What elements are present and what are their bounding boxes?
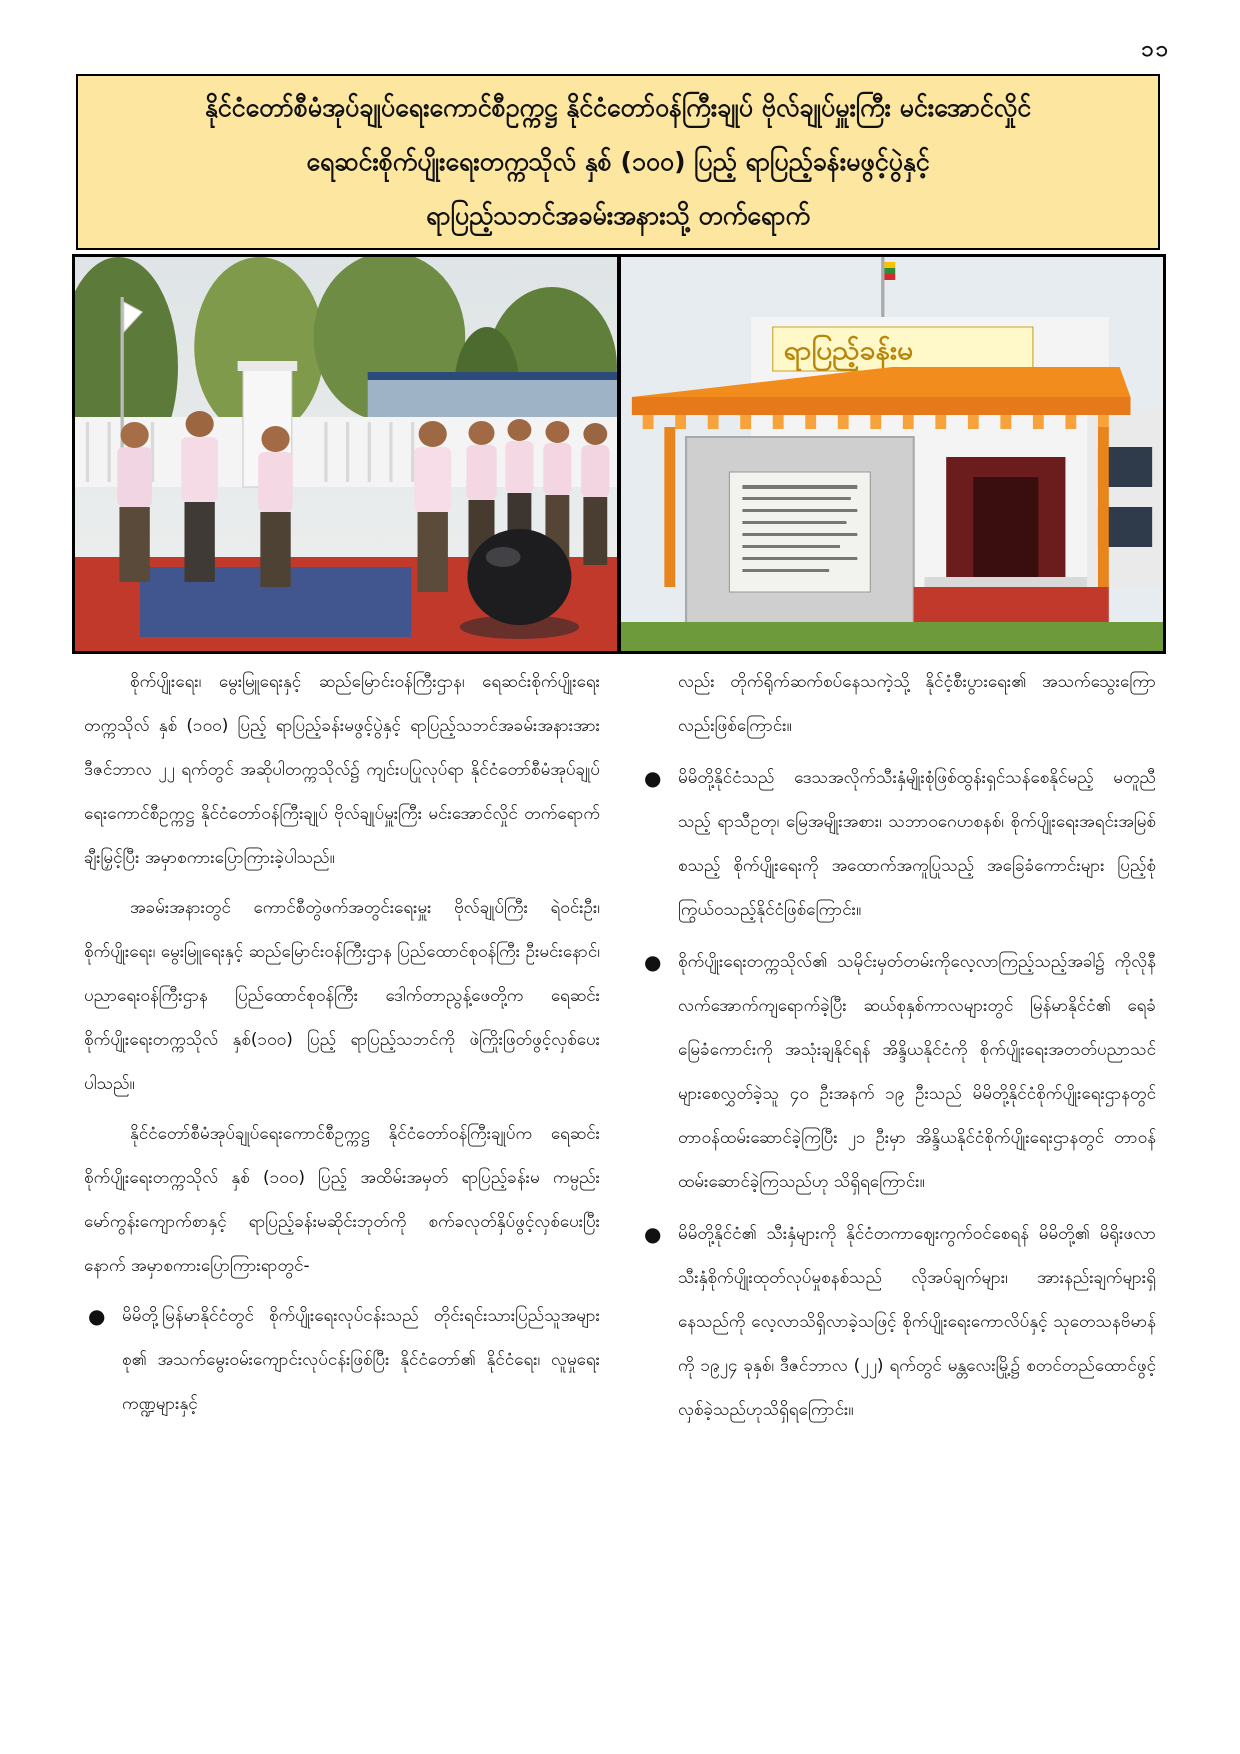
paragraph-3: နိုင်ငံတော်စီမံအုပ်ချုပ်ရေးကောင်စီဥက္ကဋ္ဌ နိုင်ငံတော်ဝန်ကြီးချုပ်က ရေဆင်းစိုက်ပျိုးရေးတက္ကသိုလ် နှစ် (၁၀၀) ပြည့် အထိမ်းအမှတ် ရာပြည့်ခန်းမ ကမ္ပည်းမော်ကွန်းကျောက်စာနှင့် ရာပြည့်ခန်းမဆိုင်းဘုတ်ကို စက်ခလုတ်နှိပ်ဖွင့်လှစ်ပေးပြီးနောက် အမှာစကားပြောကြားရာတွင်- bbox=[84, 1124, 600, 1276]
paragraph-1: စိုက်ပျိုးရေး၊ မွေးမြူရေးနှင့် ဆည်မြောင်းဝန်ကြီးဌာန၊ ရေဆင်းစိုက်ပျိုးရေးတက္ကသိုလ် နှစ် (၁၀၀) ပြည့် ရာပြည့်ခန်းမဖွင့်ပွဲနှင့် ရာပြည့်သဘင်အခမ်းအနားအား ဒီဇင်ဘာလ ၂၂ ရက်တွင် အဆိုပါတက္ကသိုလ်၌ ကျင်းပပြုလုပ်ရာ နိုင်ငံတော်စီမံအုပ်ချုပ်ရေးကောင်စီဥက္ကဋ္ဌ နိုင်ငံတော်ဝန်ကြီးချုပ် ဗိုလ်ချုပ်မှူးကြီး မင်းအောင်လှိုင် တက်ရောက်ချီးမြှင့်ပြီး အမှာစကားပြောကြားခဲ့ပါသည်။ bbox=[84, 672, 600, 868]
paragraph-2: အခမ်းအနားတွင် ကောင်စီတွဲဖက်အတွင်းရေးမှူး ဗိုလ်ချုပ်ကြီး ရဲဝင်းဦး၊ စိုက်ပျိုးရေး၊ မွေးမြူရေးနှင့် ဆည်မြောင်းဝန်ကြီးဌာန ပြည်ထောင်စုဝန်ကြီး ဦးမင်းနောင်၊ ပညာရေးဝန်ကြီးဌာန ပြည်ထောင်စုဝန်ကြီး ဒေါက်တာညွန့်ဖေတို့က ရေဆင်းစိုက်ပျိုးရေးတက္ကသိုလ် နှစ်(၁၀၀) ပြည့် ရာပြည့်သဘင်ကို ဖဲကြိုးဖြတ်ဖွင့်လှစ်ပေးပါသည်။ bbox=[84, 898, 600, 1094]
headline-line-2: ရေဆင်းစိုက်ပျိုးရေးတက္ကသိုလ် နှစ် (၁၀၀) ပြည့် ရာပြည့်ခန်းမဖွင့်ပွဲနှင့် bbox=[306, 147, 930, 176]
article-body bbox=[84, 660, 1156, 1730]
left-column bbox=[84, 660, 600, 1730]
headline-box bbox=[76, 74, 1160, 250]
headline-line-1: နိုင်ငံတော်စီမံအုပ်ချုပ်ရေးကောင်စီဥက္ကဋ္ဌ နိုင်ငံတော်ဝန်ကြီးချုပ် ဗိုလ်ချုပ်မှူးကြီး မင်းအောင်လှိုင် bbox=[204, 93, 1032, 122]
bullet-item-3-text: စိုက်ပျိုးရေးတက္ကသိုလ်၏ သမိုင်းမှတ်တမ်းကိုလေ့လာကြည့်သည့်အခါ၌ ကိုလိုနီလက်အောက်ကျရောက်ခဲ့ပြီး ဆယ်စုနှစ်ကာလများတွင် မြန်မာနိုင်ငံ၏ ရေခံမြေခံကောင်းကို အသုံးချနိုင်ရန် အိန္ဒိယနိုင်ငံကို စိုက်ပျိုးရေးအတတ်ပညာသင်များစေလွှတ်ခဲ့သူ ၄၀ ဦးအနက် ၁၉ ဦးသည် မိမိတို့နိုင်ငံစိုက်ပျိုးရေးဌာနတွင် တာဝန်ထမ်းဆောင်ခဲ့ကြပြီး ၂၁ ဦးမှာ အိန္ဒိယနိုင်ငံစိုက်ပျိုးရေးဌာနတွင် တာဝန်ထမ်းဆောင်ခဲ့ကြသည်ဟု သိရှိရကြောင်း။ bbox=[678, 952, 1156, 1192]
headline-line-3: ရာပြည့်သဘင်အခမ်းအနားသို့ တက်ရောက် bbox=[426, 201, 810, 230]
bullet-dot-icon: ● bbox=[88, 1304, 106, 1328]
photo-strip bbox=[72, 254, 1166, 654]
bullet-dot-icon: ● bbox=[644, 950, 662, 974]
bullet-item-2 bbox=[640, 756, 1156, 932]
right-column bbox=[640, 660, 1156, 1730]
photo-centenary-hall bbox=[621, 257, 1163, 651]
bullet-item-2-text: မိမိတို့နိုင်ငံသည် ဒေသအလိုက်သီးနှံမျိုးစုံဖြစ်ထွန်းရှင်သန်စေနိုင်မည့် မတူညီသည့် ရာသီဥတု၊ မြေအမျိုးအစား၊ သဘာဝဂေဟစနစ်၊ စိုက်ပျိုးရေးအရင်းအမြစ် စသည့် စိုက်ပျိုးရေးကို အထောက်အကူပြုသည့် အခြေခံကောင်းများ ပြည့်စုံကြွယ်ဝသည့်နိုင်ငံဖြစ်ကြောင်း။ bbox=[678, 768, 1156, 920]
page-number: ၁၁ bbox=[1141, 37, 1170, 62]
ceremony-photo-illustration bbox=[75, 257, 617, 651]
bullet-item-4 bbox=[640, 1212, 1156, 1432]
bullet-item-1 bbox=[84, 1294, 600, 1426]
hall-sign-text: ရာပြည့်ခန်းမ bbox=[783, 335, 914, 366]
bullet-item-1-text: မိမိတို့မြန်မာနိုင်ငံတွင် စိုက်ပျိုးရေးလုပ်ငန်းသည် တိုင်းရင်းသားပြည်သူအများစု၏ အသက်မွေးဝမ်းကျောင်းလုပ်ငန်းဖြစ်ပြီး နိုင်ငံတော်၏ နိုင်ငံရေး၊ လူမှုရေးကဏ္ဍများနှင့် bbox=[122, 1306, 600, 1414]
bullet-item-1-continuation: လည်း တိုက်ရိုက်ဆက်စပ်နေသကဲ့သို့ နိုင်ငံ့စီးပွားရေး၏ အသက်သွေးကြောလည်းဖြစ်ကြောင်း။ bbox=[678, 672, 1156, 736]
hall-photo-illustration bbox=[621, 257, 1163, 651]
bullet-dot-icon: ● bbox=[644, 1222, 662, 1246]
photo-ceremony-officials bbox=[75, 257, 617, 651]
bullet-item-4-text: မိမိတို့နိုင်ငံ၏ သီးနှံများကို နိုင်ငံတကာဈေးကွက်ဝင်စေရန် မိမိတို့၏ မိရိုးဖလာ သီးနှံစိုက်ပျိုးထုတ်လုပ်မှုစနစ်သည် လိုအပ်ချက်များ၊ အားနည်းချက်များရှိနေသည်ကို လေ့လာသိရှိလာခဲ့သဖြင့် စိုက်ပျိုးရေးကောလိပ်နှင့် သုတေသနဗိမာန်ကို ၁၉၂၄ ခုနှစ်၊ ဒီဇင်ဘာလ (၂၂) ရက်တွင် မန္တလေးမြို့၌ စတင်တည်ထောင်ဖွင့်လှစ်ခဲ့သည်ဟုသိရှိရကြောင်း။ bbox=[678, 1224, 1156, 1420]
bullet-dot-icon: ● bbox=[644, 766, 662, 790]
bullet-item-3 bbox=[640, 940, 1156, 1204]
